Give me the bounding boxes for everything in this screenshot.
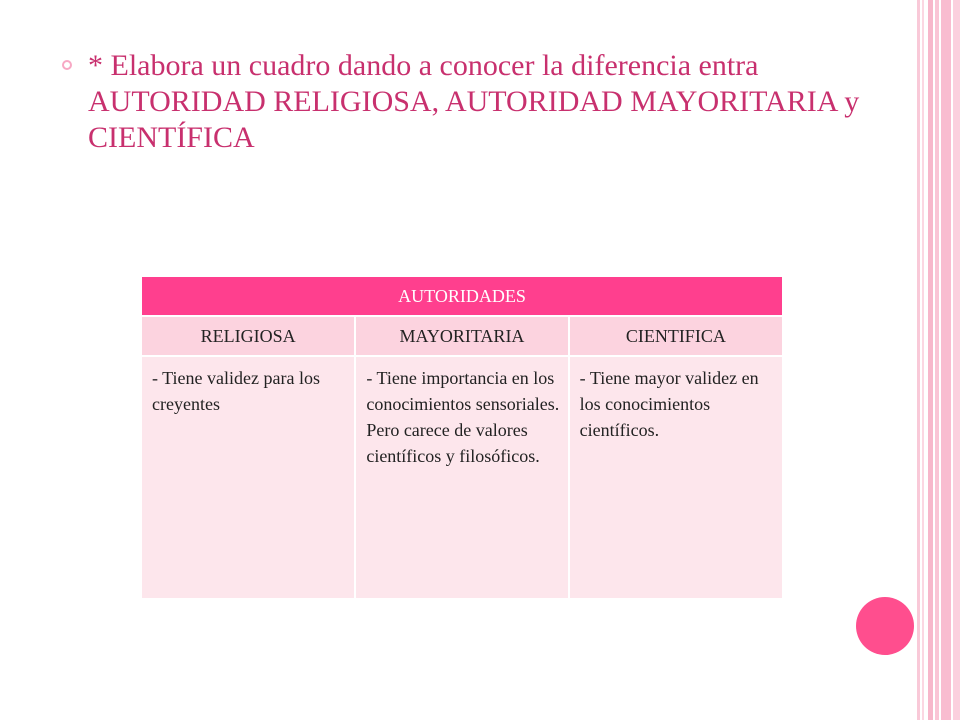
- table-title: AUTORIDADES: [142, 277, 782, 316]
- decorative-stripe: [935, 0, 939, 720]
- decorative-stripe: [917, 0, 920, 720]
- decorative-stripe: [953, 0, 960, 720]
- authorities-table: [142, 277, 782, 598]
- decorative-stripe: [928, 0, 933, 720]
- bullet-item: [62, 48, 882, 156]
- cell-religiosa: - Tiene validez para los creyentes: [142, 356, 355, 598]
- bullet-circle-icon: [62, 60, 72, 70]
- cell-cientifica: - Tiene mayor validez en los conocimientos científicos.: [569, 356, 782, 598]
- column-header-mayoritaria: MAYORITARIA: [355, 316, 568, 356]
- decorative-stripe: [941, 0, 951, 720]
- decorative-circle: [856, 597, 914, 655]
- cell-mayoritaria: - Tiene importancia en los conocimientos sensoriales. Pero carece de valores científicos y filosóficos.: [355, 356, 568, 598]
- table-row: [142, 356, 782, 598]
- column-header-cientifica: CIENTIFICA: [569, 316, 782, 356]
- decorative-stripe: [922, 0, 924, 720]
- slide-heading: * Elabora un cuadro dando a conocer la diferencia entra AUTORIDAD RELIGIOSA, AUTORIDAD MAYORITARIA y CIENTÍFICA: [88, 49, 860, 154]
- column-header-religiosa: RELIGIOSA: [142, 316, 355, 356]
